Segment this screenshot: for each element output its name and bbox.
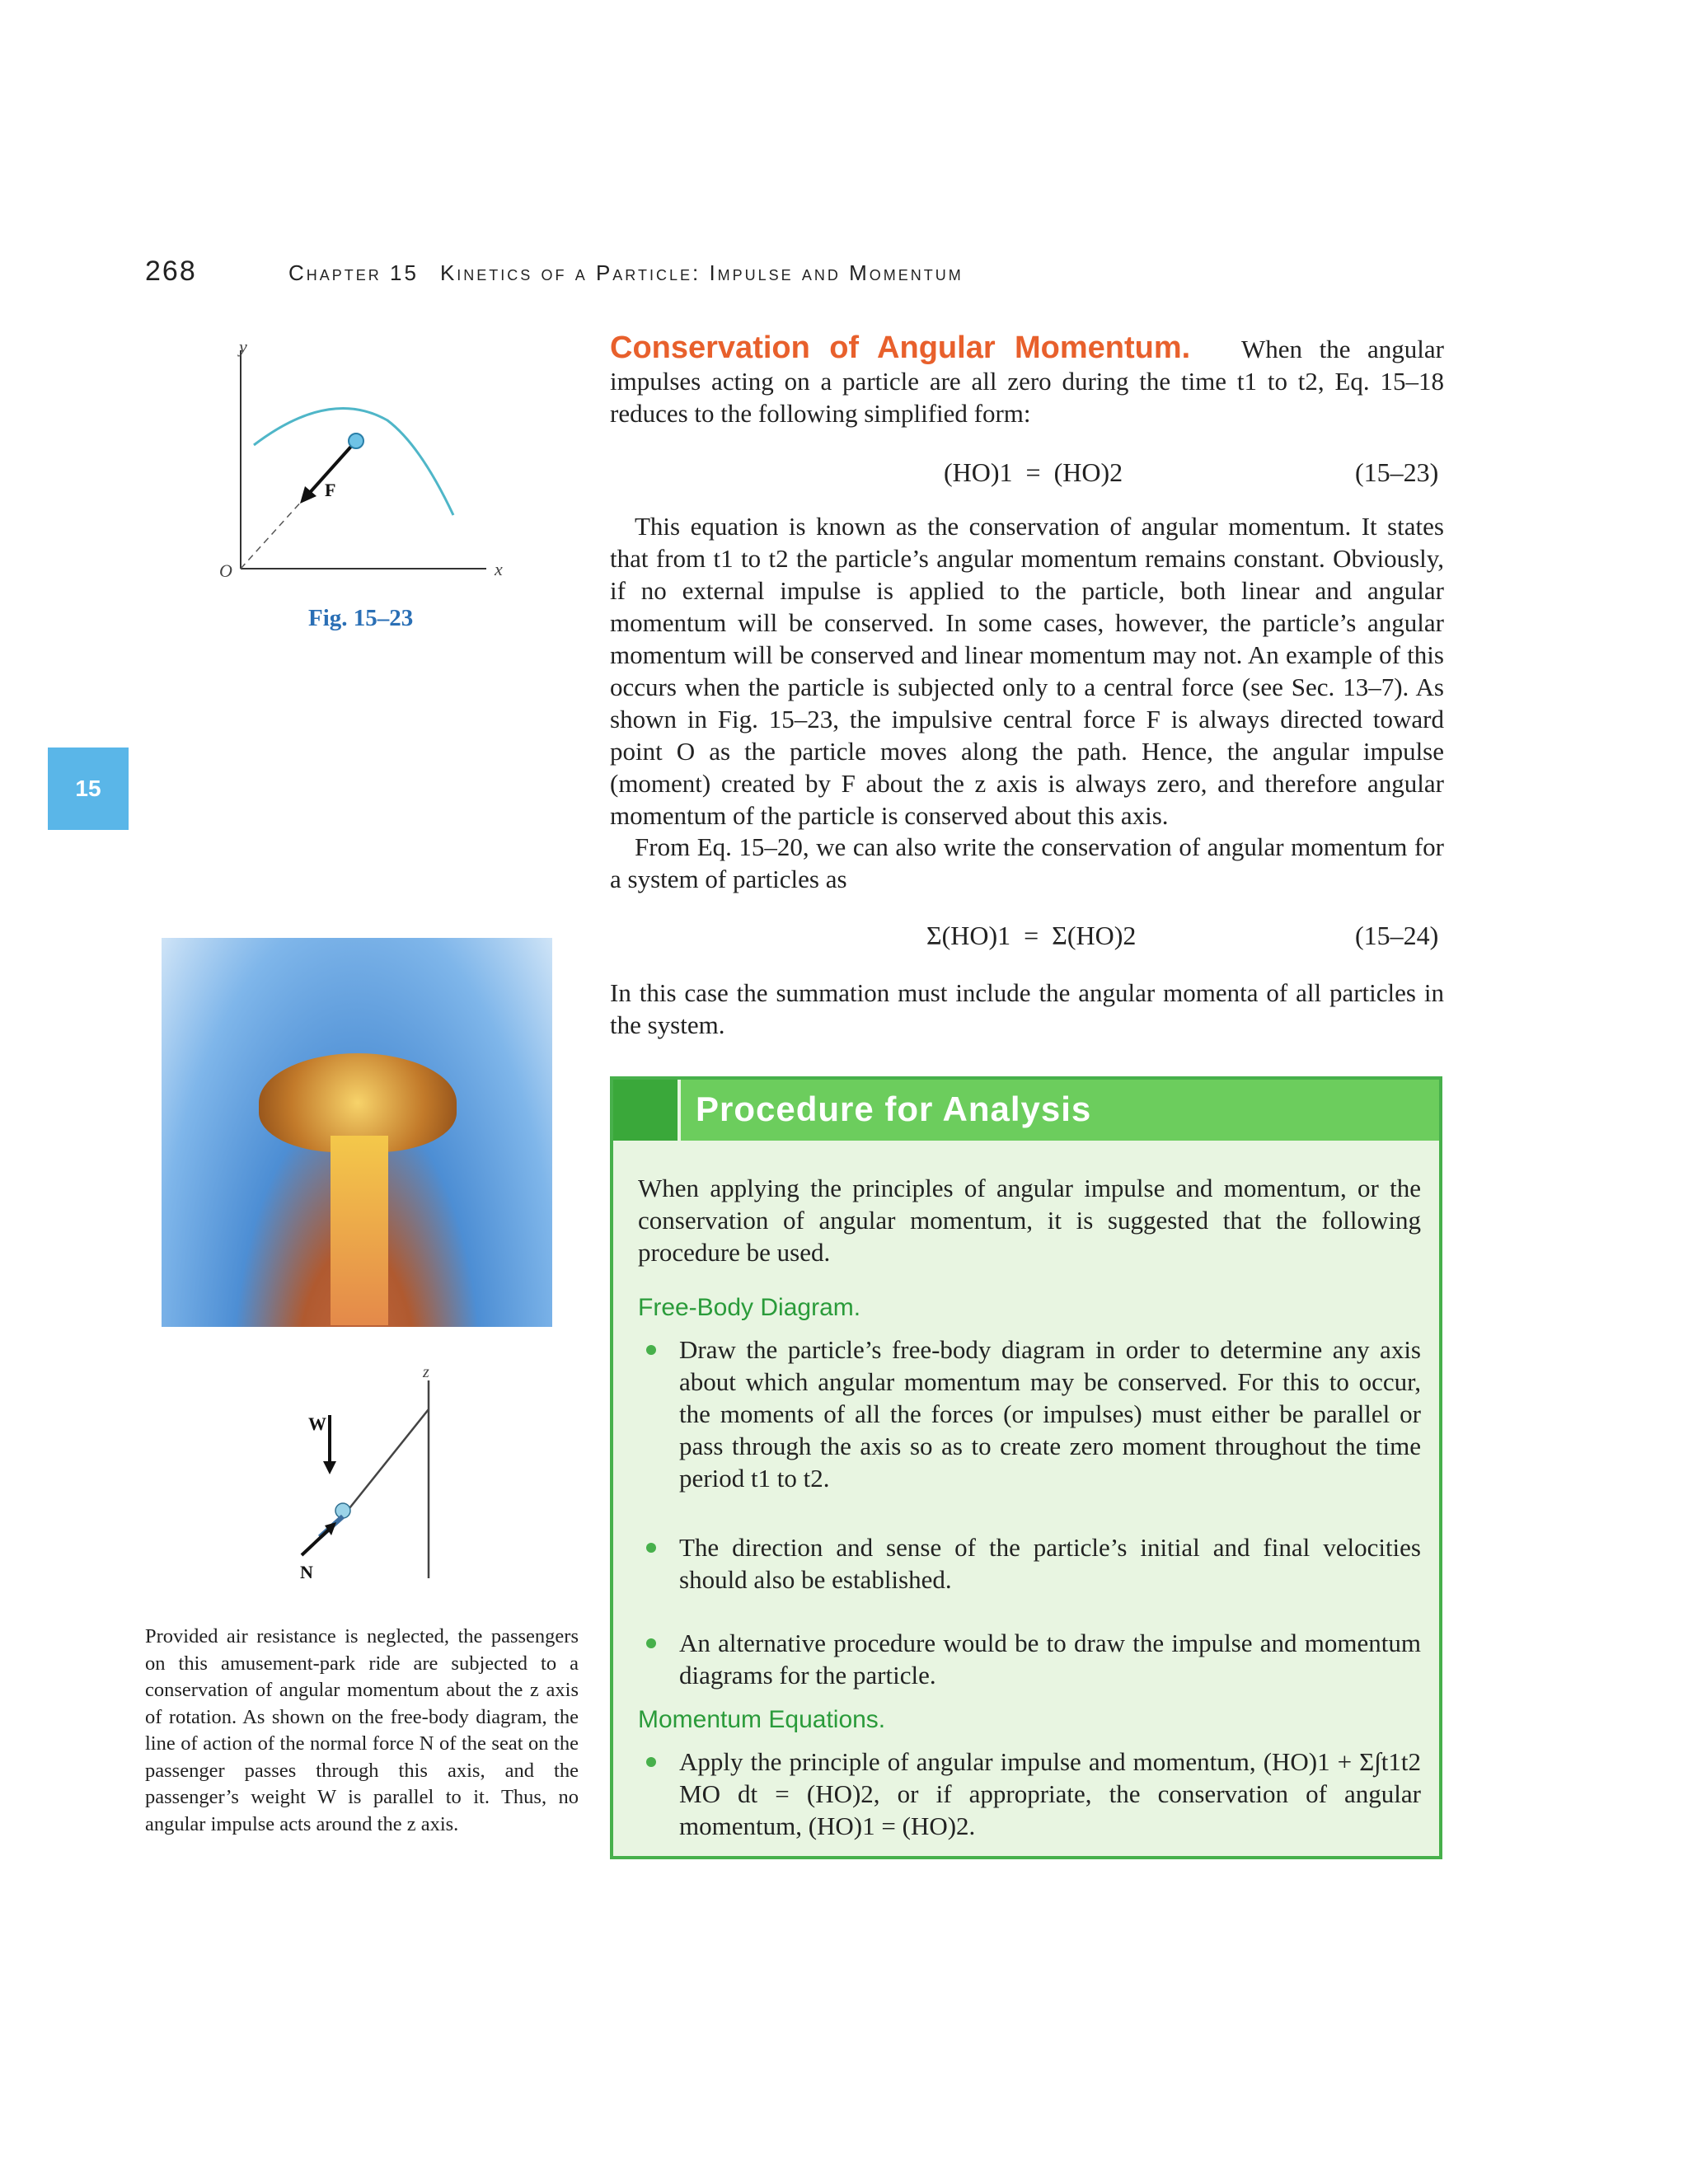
fig1-x-label: x [495, 559, 503, 579]
photo-caption: Provided air resistance is neglected, the passengers on this amusement-park ride are subjected to a conservation of angular momentum about the z axis of rotation. As shown on the free-body diagram, the line of action of the normal force N of the seat on the passenger passes through this axis, and the passenger’s weight W is parallel to it. Thus, no angular impulse acts around the z axis. [145, 1625, 579, 1835]
section-intro-block [610, 332, 1444, 429]
bullet-dot [646, 1757, 656, 1767]
chapter-tab: 15 [48, 748, 129, 830]
eq2-rhs: Σ(HO)2 [1052, 921, 1137, 950]
fbd-bullet-3: An alternative procedure would be to draw the impulse and momentum diagrams for the particle. [646, 1627, 1421, 1691]
momentum-bullet: Apply the principle of angular impulse and momentum, (HO)1 + Σ∫t1t2 MO dt = (HO)2, or if appropriate, the conservation of angular momentum, (HO)1 = (HO)2. [646, 1746, 1421, 1842]
eq1-rhs: (HO)2 [1053, 457, 1123, 487]
amusement-ride-photo [162, 938, 552, 1327]
fig1-origin-label: O [219, 560, 232, 581]
fig1-y-label: y [239, 338, 247, 357]
ride-tower [331, 1136, 388, 1325]
running-head [288, 260, 985, 286]
fbd-w-label: W [308, 1413, 326, 1434]
procedure-header [613, 1080, 1439, 1141]
particle [349, 434, 363, 448]
fbd-n-label: N [300, 1562, 313, 1582]
free-body-diagram [272, 1364, 470, 1603]
procedure-box [610, 1076, 1442, 1859]
fbd-bullet-2: The direction and sense of the particle’s initial and final velocities should also be established. [646, 1531, 1421, 1596]
eq2-lhs: Σ(HO)1 [926, 921, 1011, 950]
procedure-intro: When applying the principles of angular impulse and momentum, or the conservation of angular momentum, it is suggested that the following procedure be used. [638, 1174, 1421, 1267]
chapter-label: Chapter 15 [288, 260, 419, 285]
paragraph-1: This equation is known as the conservation of angular momentum. It states that from t1 to t2 the particle’s angular momentum remains constant. Obviously, if no external impulse is applied to the particle, both linear and angular momentum will be conserved. In some cases, however, the particle’s angular momentum will be conserved and linear momentum may not. An example of this occurs when the particle is subjected only to a central force (see Sec. 13–7). As shown in Fig. 15–23, the impulsive central force F is always directed toward point O as the particle moves along the path. Hence, the angular impulse (moment) created by F about the z axis is always zero, and therefore angular momentum of the particle is conserved about this axis. [610, 512, 1444, 830]
page-number: 268 [145, 255, 197, 287]
bullet-dot [646, 1345, 656, 1355]
section-title: Conservation of Angular Momentum. [610, 330, 1191, 365]
equation-15-23: (HO)1 = (HO)2 [944, 457, 1123, 487]
equation-15-24: Σ(HO)1 = Σ(HO)2 [926, 921, 1137, 950]
figure-15-23 [214, 338, 528, 593]
passenger-figure [335, 1503, 350, 1518]
bullet-dot [646, 1638, 656, 1648]
paragraph-3: In this case the summation must include the angular momenta of all particles in the system. [610, 978, 1444, 1039]
procedure-title: Procedure for Analysis [696, 1090, 1092, 1128]
paragraph-2: From Eq. 15–20, we can also write the conservation of angular momentum for a system of particles as [610, 832, 1444, 893]
bullet-dot [646, 1543, 656, 1553]
fbd-bullet-1: Draw the particle’s free-body diagram in order to determine any axis about which angular momentum may be conserved. For this to occur, the moments of all the forces (or impulses) must either be parallel or pass through the axis so as to create zero moment throughout the time period t1 to t2. [646, 1333, 1421, 1494]
figure-caption: Fig. 15–23 [308, 605, 414, 631]
fbd-z-label: z [423, 1364, 429, 1381]
chapter-title: Kinetics of a Particle: Impulse and Momentum [439, 260, 964, 285]
momentum-heading: Momentum Equations. [638, 1706, 886, 1733]
particle-path [254, 408, 453, 515]
eq1-lhs: (HO)1 [944, 457, 1013, 487]
fig1-force-label: F [325, 480, 336, 500]
eq2-number: (15–24) [1355, 921, 1439, 950]
procedure-header-stub [613, 1080, 681, 1141]
section-intro: When the angular impulses acting on a particle are all zero during the time t1 to t2, Eq. 15–18 reduces to the following simplified form: [610, 335, 1444, 428]
fbd-heading: Free-Body Diagram. [638, 1294, 861, 1321]
eq1-number: (15–23) [1355, 457, 1439, 487]
